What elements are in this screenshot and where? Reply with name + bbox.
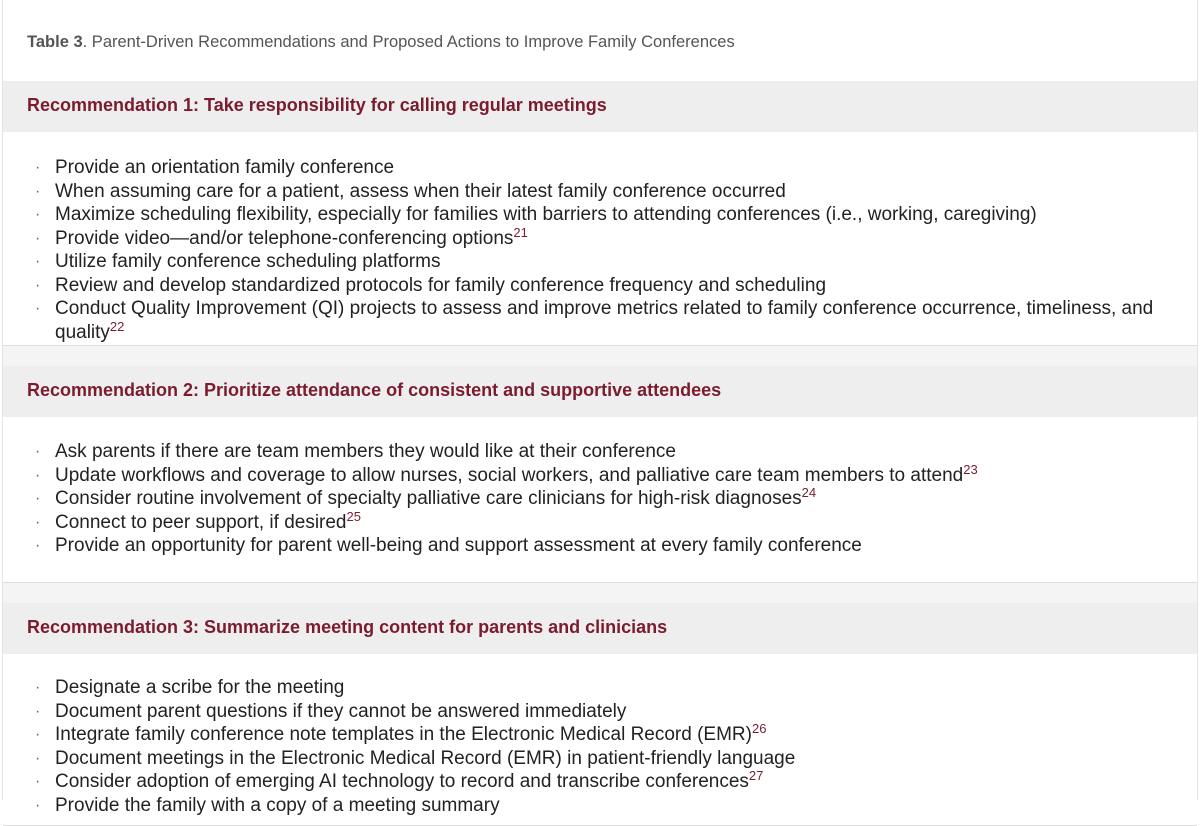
bullet-icon: · [35, 206, 41, 223]
action-text: Provide the family with a copy of a meeting summary [55, 794, 500, 816]
recommendation-1-actions [3, 132, 1197, 346]
action-item [27, 676, 1197, 700]
bullet-icon: · [35, 537, 41, 554]
action-text: Provide an orientation family conference [55, 157, 395, 178]
reference-superscript[interactable]: 23 [963, 461, 978, 477]
recommendation-2-heading: Recommendation 2: Prioritize attendance of consistent and supportive attendees [3, 366, 1197, 417]
action-item [27, 770, 1197, 794]
bullet-icon: · [35, 773, 41, 790]
section-divider [3, 583, 1197, 603]
table-label: Table 3 [27, 33, 83, 51]
bullet-icon: · [35, 300, 41, 317]
action-item [27, 180, 1197, 204]
action-item [27, 534, 1197, 558]
action-text: Consider routine involvement of specialty palliative care clinicians for high-risk diagnoses [55, 488, 802, 509]
bullet-icon: · [35, 229, 41, 247]
action-text: Provide video—and/or telephone-conferencing options [55, 227, 514, 249]
bullet-icon: · [35, 443, 41, 460]
bullet-icon: · [35, 679, 41, 696]
action-item [27, 224, 1197, 251]
action-item [27, 487, 1197, 511]
action-text: Ask parents if there are team members they would like at their conference [55, 441, 676, 462]
recommendation-2-actions [3, 417, 1197, 583]
action-list [27, 156, 1197, 344]
bullet-icon: · [35, 513, 41, 531]
action-text: Integrate family conference note templates in the Electronic Medical Record (EMR) [55, 724, 752, 745]
reference-superscript[interactable]: 24 [801, 485, 817, 500]
action-item [27, 700, 1197, 724]
recommendation-3-actions [3, 654, 1197, 826]
action-text: Maximize scheduling flexibility, especially for families with barriers to attending conferences (i.e., working, caregiving) [55, 204, 1037, 225]
section-divider [3, 346, 1197, 366]
action-text: Document meetings in the Electronic Medical Record (EMR) in patient-friendly language [55, 747, 796, 769]
bullet-icon: · [35, 466, 41, 484]
bullet-icon: · [35, 726, 41, 743]
reference-superscript[interactable]: 22 [109, 318, 125, 334]
action-item [27, 508, 1197, 535]
table-title: . Parent-Driven Recommendations and Proposed Actions to Improve Family Conferences [82, 33, 735, 51]
table-3 [2, 0, 1198, 816]
action-item [27, 250, 1197, 274]
reference-superscript[interactable]: 25 [346, 508, 361, 524]
action-text: Conduct Quality Improvement (QI) projects to assess and improve metrics related to family conference occurrence, timeliness, and quality [55, 298, 1154, 343]
action-item [27, 723, 1197, 747]
action-item [27, 461, 1197, 488]
table-caption [3, 0, 1197, 81]
action-item [27, 156, 1197, 180]
recommendation-1-heading: Recommendation 1: Take responsibility for calling regular meetings [3, 81, 1197, 132]
action-text: Connect to peer support, if desired [55, 511, 347, 533]
action-text: Document parent questions if they cannot be answered immediately [55, 700, 627, 722]
bullet-icon: · [35, 276, 41, 294]
action-text: Update workflows and coverage to allow nurses, social workers, and palliative care team members to attend [55, 464, 964, 486]
action-list [27, 440, 1197, 558]
action-item [27, 274, 1197, 298]
action-text: Provide an opportunity for parent well-being and support assessment at every family conference [55, 535, 862, 556]
bullet-icon: · [35, 490, 41, 507]
bullet-icon: · [35, 749, 41, 767]
reference-superscript[interactable]: 27 [748, 768, 764, 783]
reference-superscript[interactable]: 26 [751, 721, 767, 736]
action-item [27, 440, 1197, 464]
bullet-icon: · [35, 702, 41, 720]
recommendation-3-heading: Recommendation 3: Summarize meeting content for parents and clinicians [3, 603, 1197, 654]
action-text: Consider adoption of emerging AI technology to record and transcribe conferences [55, 771, 749, 792]
bullet-icon: · [35, 182, 41, 200]
action-text: Designate a scribe for the meeting [55, 677, 345, 698]
action-item [27, 747, 1197, 771]
action-item [27, 203, 1197, 227]
bullet-icon: · [35, 159, 41, 176]
action-text: When assuming care for a patient, assess when their latest family conference occurred [55, 180, 786, 202]
bullet-icon: · [35, 796, 41, 814]
action-list [27, 676, 1197, 817]
action-text: Review and develop standardized protocols for family conference frequency and scheduling [55, 274, 827, 296]
bullet-icon: · [35, 253, 41, 270]
reference-superscript[interactable]: 21 [513, 224, 528, 240]
action-item [27, 297, 1197, 344]
action-item [27, 794, 1197, 818]
action-text: Utilize family conference scheduling platforms [55, 251, 441, 272]
